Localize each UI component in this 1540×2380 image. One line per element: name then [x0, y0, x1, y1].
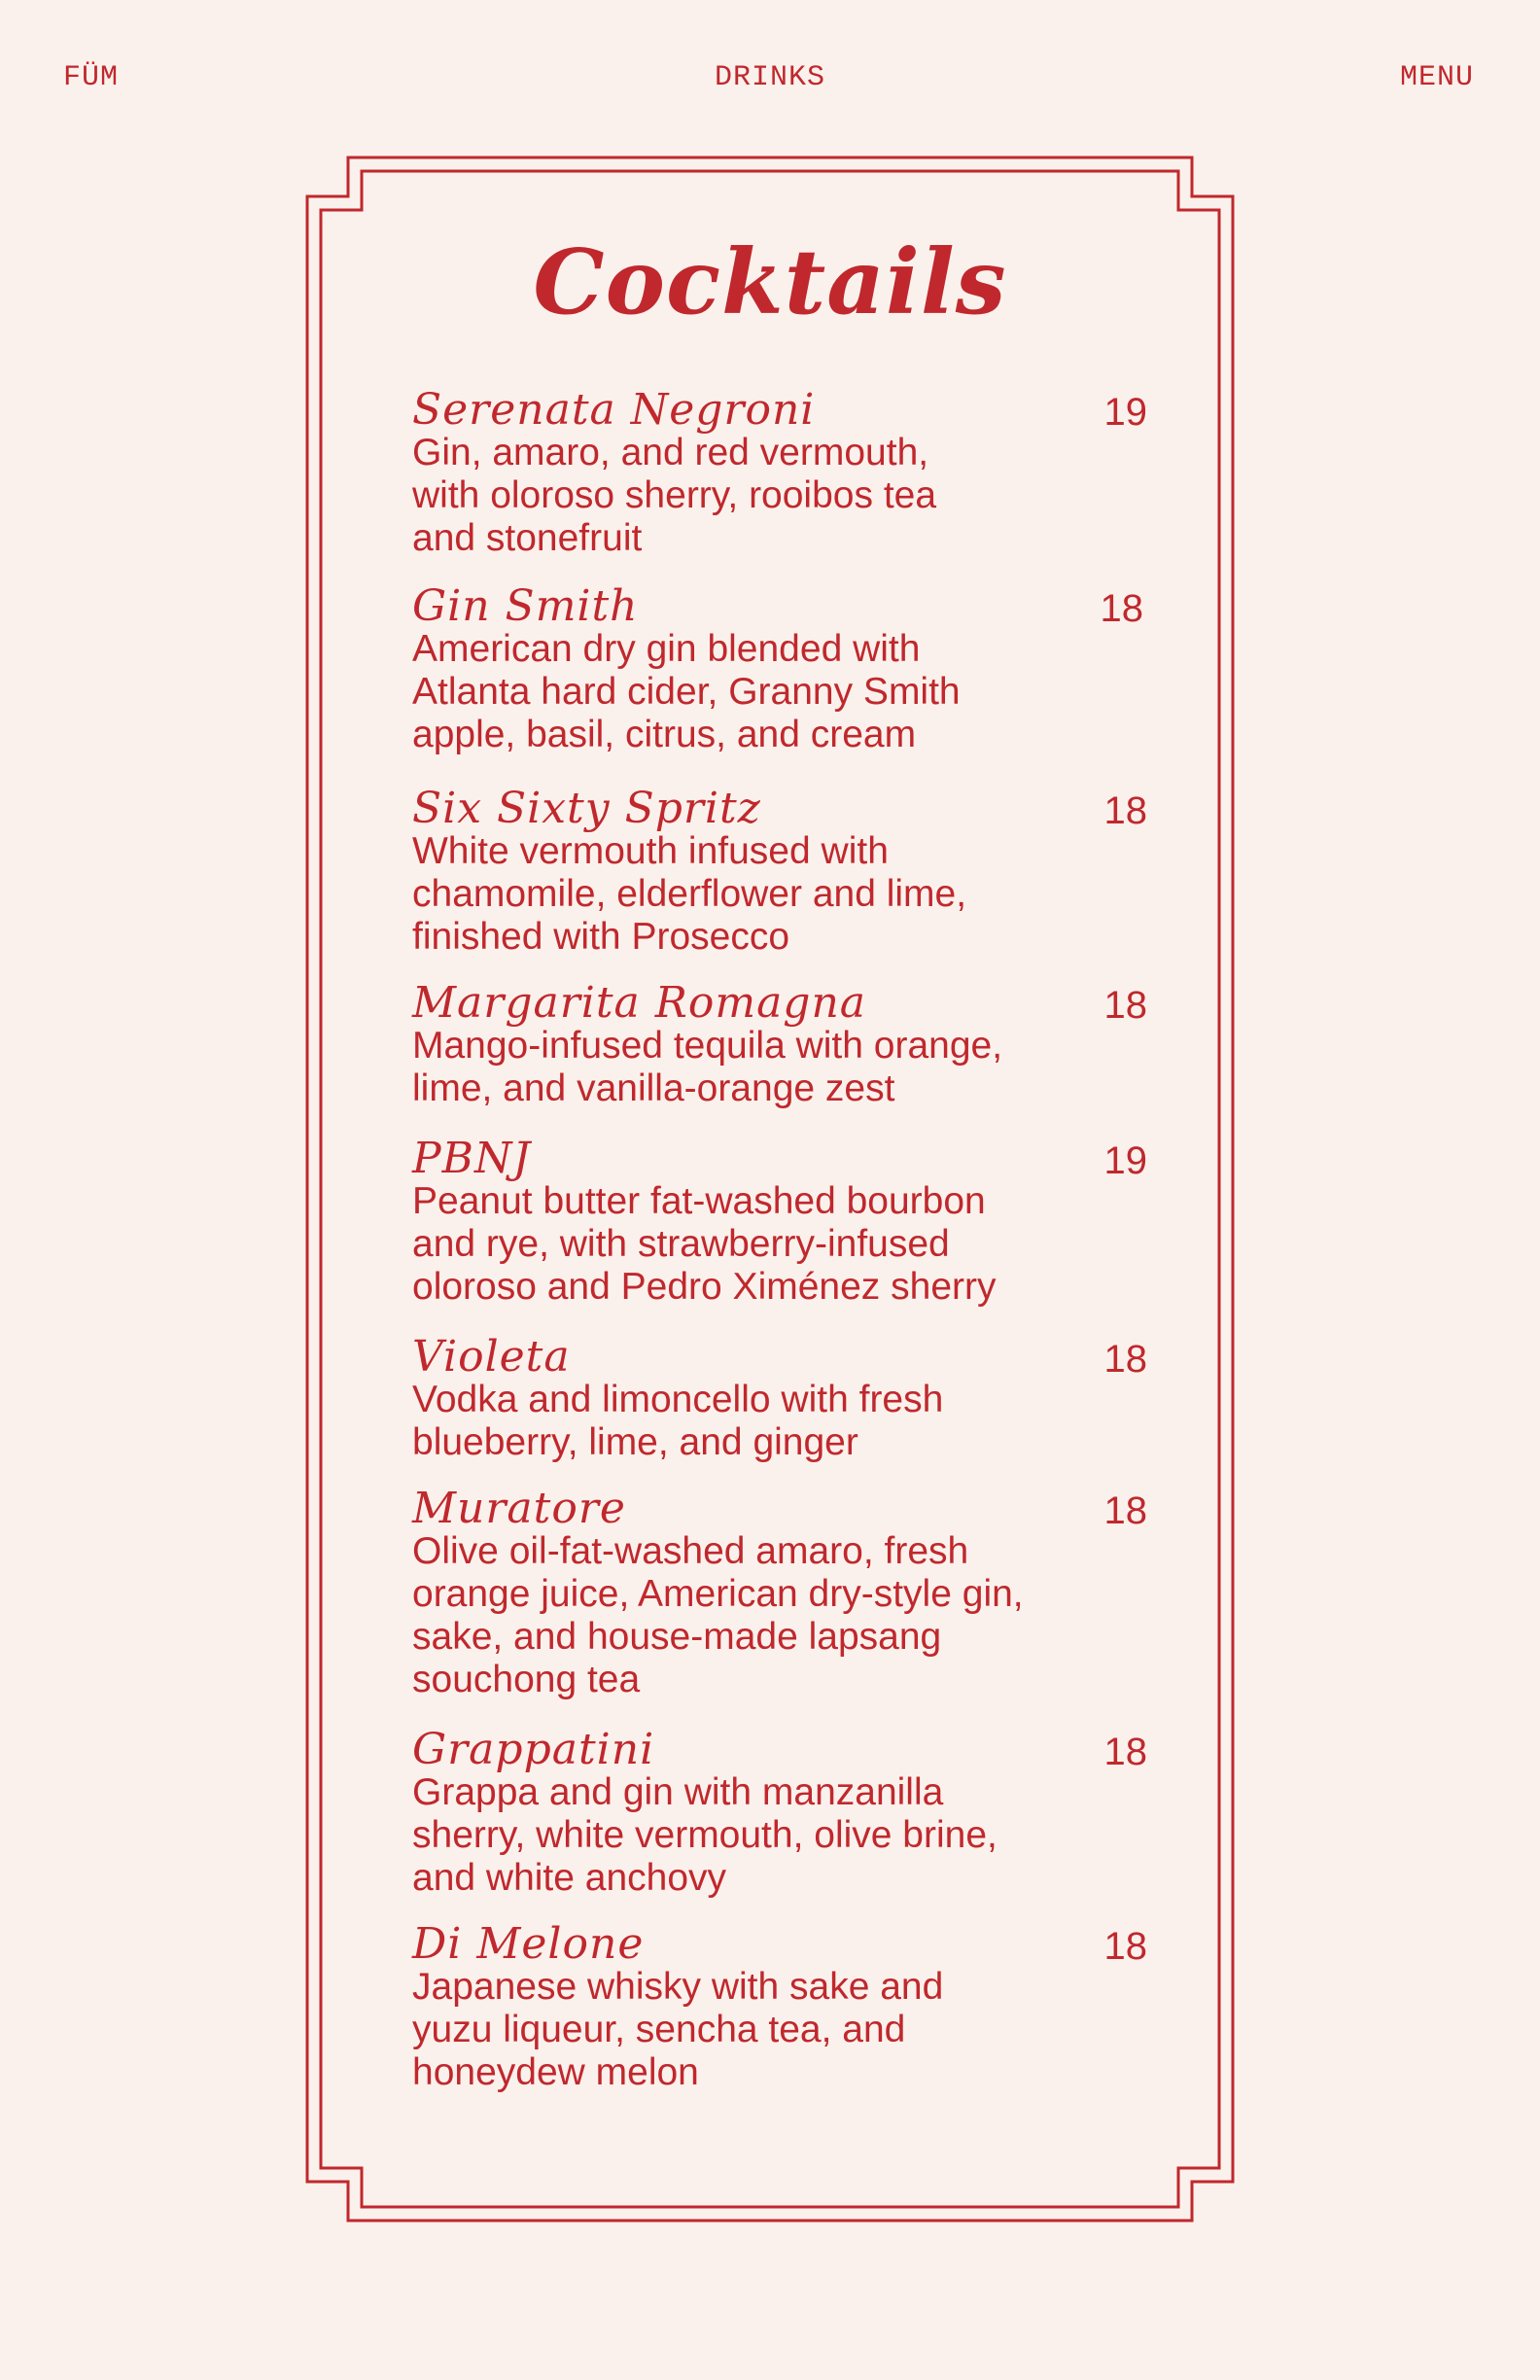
item-price: 18 [1103, 984, 1147, 1027]
item-description: Vodka and limoncello with fresh blueberry, lime, and ginger [412, 1379, 944, 1463]
menu-button[interactable]: MENU [1399, 61, 1474, 94]
item-description: American dry gin blended with Atlanta hard cider, Granny Smith apple, basil, citrus, and cream [412, 628, 961, 755]
item-price: 18 [1103, 789, 1147, 832]
item-price: 18 [1100, 587, 1143, 630]
item-description: Japanese whisky with sake and yuzu liqueur, sencha tea, and honeydew melon [412, 1966, 944, 2093]
item-price: 18 [1103, 1489, 1147, 1532]
item-price: 19 [1103, 391, 1147, 434]
item-name: Serenata Negroni [412, 385, 816, 435]
item-description: Peanut butter fat-washed bourbon and rye, with strawberry-infused oloroso and Pedro Ximénez sherry [412, 1180, 997, 1308]
item-description: Gin, amaro, and red vermouth, with oloroso sherry, rooibos tea and stonefruit [412, 432, 937, 559]
item-name: Muratore [412, 1484, 626, 1533]
item-name: Gin Smith [412, 581, 639, 631]
item-price: 18 [1103, 1731, 1147, 1773]
item-description: Mango-infused tequila with orange, lime, and vanilla-orange zest [412, 1025, 1003, 1109]
item-name: Six Sixty Spritz [412, 784, 761, 833]
item-name: Margarita Romagna [412, 978, 867, 1028]
brand-link[interactable]: FÜM [63, 61, 120, 94]
cocktail-list [412, 0, 1147, 2380]
item-description: White vermouth infused with chamomile, elderflower and lime, finished with Prosecco [412, 830, 967, 958]
item-name: Di Melone [412, 1919, 645, 1969]
item-name: Violeta [412, 1332, 571, 1382]
item-description: Olive oil-fat-washed amaro, fresh orange juice, American dry-style gin, sake, and house-made lapsang souchong tea [412, 1530, 1024, 1700]
item-price: 19 [1103, 1139, 1147, 1182]
page-title: Cocktails [533, 229, 1007, 334]
item-price: 18 [1103, 1338, 1147, 1381]
item-price: 18 [1103, 1925, 1147, 1968]
section-label: DRINKS [714, 61, 826, 94]
item-name: Grappatini [412, 1725, 655, 1774]
item-name: PBNJ [412, 1134, 532, 1183]
item-description: Grappa and gin with manzanilla sherry, white vermouth, olive brine, and white anchovy [412, 1771, 998, 1899]
